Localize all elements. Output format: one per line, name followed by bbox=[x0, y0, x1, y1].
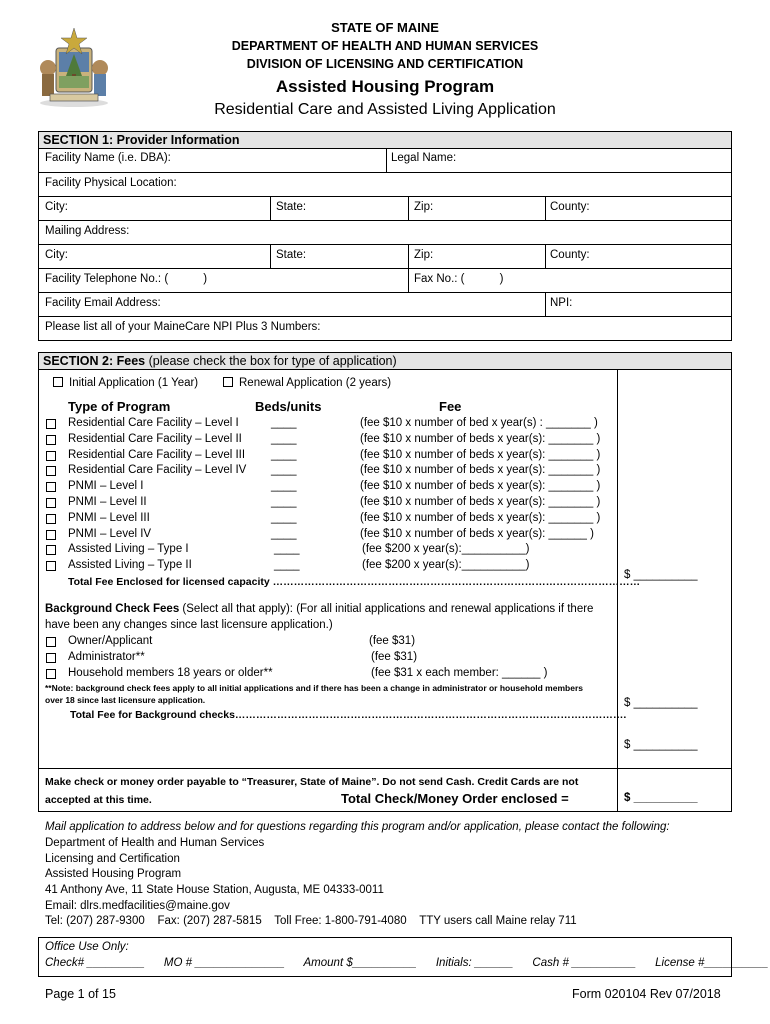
mail-line-2: Licensing and Certification bbox=[45, 853, 180, 865]
program-name: Residential Care Facility – Level IV bbox=[68, 464, 247, 476]
header-division: DIVISION OF LICENSING AND CERTIFICATION bbox=[246, 57, 524, 71]
mail-intro: Mail application to address below and for questions regarding this program and/or application, please contact the following: bbox=[45, 821, 670, 833]
header-program: Assisted Housing Program bbox=[275, 77, 495, 96]
program-beds-input[interactable]: ____ bbox=[271, 433, 297, 445]
program-name: PNMI – Level IV bbox=[68, 528, 152, 540]
program-name: PNMI – Level I bbox=[68, 480, 144, 492]
checkbox-icon[interactable] bbox=[46, 637, 56, 647]
mail-line-1: Department of Health and Human Services bbox=[45, 837, 265, 849]
checkbox-icon[interactable] bbox=[46, 514, 56, 524]
physical-zip-field[interactable]: Zip: bbox=[414, 201, 434, 213]
program-fee[interactable]: (fee $10 x number of beds x year(s): _______ ) bbox=[360, 480, 601, 492]
program-fee[interactable]: (fee $10 x number of beds x year(s): _______ ) bbox=[360, 449, 601, 461]
total-licensed-amount[interactable]: $ __________ bbox=[624, 569, 698, 581]
section1-title: SECTION 1: Provider Information bbox=[43, 133, 240, 147]
page-number: Page 1 of 15 bbox=[45, 987, 116, 1001]
program-fee[interactable]: (fee $10 x number of bed x year(s) : _______ ) bbox=[360, 417, 598, 429]
npi-list-field[interactable]: Please list all of your MaineCare NPI Plus 3 Numbers: bbox=[45, 321, 321, 333]
bg-check-fee[interactable]: (fee $31) bbox=[369, 635, 416, 647]
bg-title-line: Background Check Fees (Select all that apply): (For all initial applications and renewal applications if there bbox=[45, 603, 594, 615]
header-department: DEPARTMENT OF HEALTH AND HUMAN SERVICES bbox=[231, 39, 539, 53]
col-fee-header: Fee bbox=[439, 399, 462, 414]
program-beds-input[interactable]: ____ bbox=[271, 512, 297, 524]
fax-field[interactable]: Fax No.: ( ) bbox=[414, 273, 504, 285]
bg-check-fee[interactable]: (fee $31 x each member: ______ ) bbox=[371, 667, 548, 679]
program-beds-input[interactable]: ____ bbox=[274, 559, 300, 571]
mailing-address-field[interactable]: Mailing Address: bbox=[45, 225, 130, 237]
program-fee[interactable]: (fee $200 x year(s):__________) bbox=[362, 559, 530, 571]
bg-note-2: over 18 since last licensure application. bbox=[45, 695, 206, 705]
program-name: Assisted Living – Type I bbox=[68, 543, 189, 555]
bg-note-1: **Note: background check fees apply to all initial applications and if there has been a change in administrator or household members bbox=[45, 683, 583, 693]
checkbox-icon[interactable] bbox=[46, 498, 56, 508]
bg-check-name: Household members 18 years or older** bbox=[68, 667, 273, 679]
mailing-city-field[interactable]: City: bbox=[45, 249, 68, 261]
bg-check-name: Administrator** bbox=[68, 651, 145, 663]
telephone-field[interactable]: Facility Telephone No.: ( ) bbox=[45, 273, 208, 285]
total-check-label: Total Check/Money Order enclosed = bbox=[341, 791, 569, 806]
checkbox-icon[interactable] bbox=[46, 435, 56, 445]
total-bg-label: Total Fee for Background checks…………………………………………………………………………………………………. bbox=[70, 709, 627, 721]
program-beds-input[interactable]: ____ bbox=[271, 528, 297, 540]
program-name: PNMI – Level II bbox=[68, 496, 147, 508]
program-beds-input[interactable]: ____ bbox=[271, 449, 297, 461]
program-name: Assisted Living – Type II bbox=[68, 559, 192, 571]
checkbox-icon[interactable] bbox=[46, 530, 56, 540]
program-name: Residential Care Facility – Level I bbox=[68, 417, 239, 429]
mail-email: Email: dlrs.medfacilities@maine.gov bbox=[45, 900, 230, 912]
program-beds-input[interactable]: ____ bbox=[271, 496, 297, 508]
office-use-title: Office Use Only: bbox=[45, 941, 129, 953]
checkbox-icon[interactable] bbox=[46, 653, 56, 663]
subtotal-amount[interactable]: $ __________ bbox=[624, 739, 698, 751]
total-check-amount[interactable]: $ __________ bbox=[624, 792, 698, 804]
program-fee[interactable]: (fee $10 x number of beds x year(s): _______ ) bbox=[360, 512, 601, 524]
form-number: Form 020104 Rev 07/2018 bbox=[572, 987, 721, 1001]
checkbox-icon[interactable] bbox=[46, 545, 56, 555]
physical-location-field[interactable]: Facility Physical Location: bbox=[45, 177, 177, 189]
checkbox-icon[interactable] bbox=[46, 561, 56, 571]
mail-line-4: 41 Anthony Ave, 11 State House Station, Augusta, ME 04333-0011 bbox=[45, 884, 384, 896]
payable-line-1: Make check or money order payable to “Treasurer, State of Maine”. Do not send Cash. Credit Cards are not bbox=[45, 776, 579, 788]
program-fee[interactable]: (fee $10 x number of beds x year(s): _______ ) bbox=[360, 433, 601, 445]
checkbox-icon bbox=[53, 377, 63, 387]
mailing-zip-field[interactable]: Zip: bbox=[414, 249, 434, 261]
physical-county-field[interactable]: County: bbox=[550, 201, 590, 213]
facility-name-field[interactable]: Facility Name (i.e. DBA): bbox=[45, 152, 171, 164]
renewal-application-checkbox[interactable]: Renewal Application (2 years) bbox=[223, 377, 391, 389]
physical-state-field[interactable]: State: bbox=[276, 201, 307, 213]
npi-field[interactable]: NPI: bbox=[550, 297, 573, 309]
checkbox-icon[interactable] bbox=[46, 451, 56, 461]
physical-city-field[interactable]: City: bbox=[45, 201, 68, 213]
checkbox-icon bbox=[223, 377, 233, 387]
email-field[interactable]: Facility Email Address: bbox=[45, 297, 161, 309]
mail-phones: Tel: (207) 287-9300 Fax: (207) 287-5815 Toll Free: 1-800-791-4080 TTY users call Maine relay 711 bbox=[45, 915, 577, 927]
header-state: STATE OF MAINE bbox=[331, 20, 439, 35]
mail-line-3: Assisted Housing Program bbox=[45, 868, 182, 880]
checkbox-icon[interactable] bbox=[46, 669, 56, 679]
mailing-county-field[interactable]: County: bbox=[550, 249, 590, 261]
section2-title: SECTION 2: Fees (please check the box for type of application) bbox=[43, 354, 397, 368]
total-bg-amount[interactable]: $ __________ bbox=[624, 697, 698, 709]
total-licensed-label: Total Fee Enclosed for licensed capacity …………………………………………………………………………………………… bbox=[68, 576, 641, 588]
program-fee[interactable]: (fee $10 x number of beds x year(s): _______ ) bbox=[360, 496, 601, 508]
bg-check-fee[interactable]: (fee $31) bbox=[371, 651, 418, 663]
office-use-fields: Check# _________ MO # ______________ Amount $__________ Initials: ______ Cash # __________ License #__________ bbox=[45, 957, 769, 969]
program-name: Residential Care Facility – Level II bbox=[68, 433, 242, 445]
initial-application-checkbox[interactable]: Initial Application (1 Year) bbox=[53, 377, 198, 389]
program-beds-input[interactable]: ____ bbox=[271, 417, 297, 429]
col-beds-header: Beds/units bbox=[255, 399, 322, 414]
header-application: Residential Care and Assisted Living Application bbox=[214, 101, 556, 118]
program-name: Residential Care Facility – Level III bbox=[68, 449, 246, 461]
legal-name-field[interactable]: Legal Name: bbox=[391, 152, 457, 164]
program-beds-input[interactable]: ____ bbox=[271, 464, 297, 476]
bg-line2: have been any changes since last licensure application.) bbox=[45, 619, 333, 631]
program-fee[interactable]: (fee $10 x number of beds x year(s): _______ ) bbox=[360, 464, 601, 476]
mailing-state-field[interactable]: State: bbox=[276, 249, 307, 261]
payable-line-2: accepted at this time. bbox=[45, 794, 152, 806]
program-name: PNMI – Level III bbox=[68, 512, 150, 524]
program-fee[interactable]: (fee $200 x year(s):__________) bbox=[362, 543, 530, 555]
program-beds-input[interactable]: ____ bbox=[271, 480, 297, 492]
col-program-header: Type of Program bbox=[68, 399, 171, 414]
checkbox-icon[interactable] bbox=[46, 419, 56, 429]
program-beds-input[interactable]: ____ bbox=[274, 543, 300, 555]
bg-check-name: Owner/Applicant bbox=[68, 635, 153, 647]
program-fee[interactable]: (fee $10 x number of beds x year(s): ______ ) bbox=[360, 528, 594, 540]
checkbox-icon[interactable] bbox=[46, 466, 56, 476]
checkbox-icon[interactable] bbox=[46, 482, 56, 492]
